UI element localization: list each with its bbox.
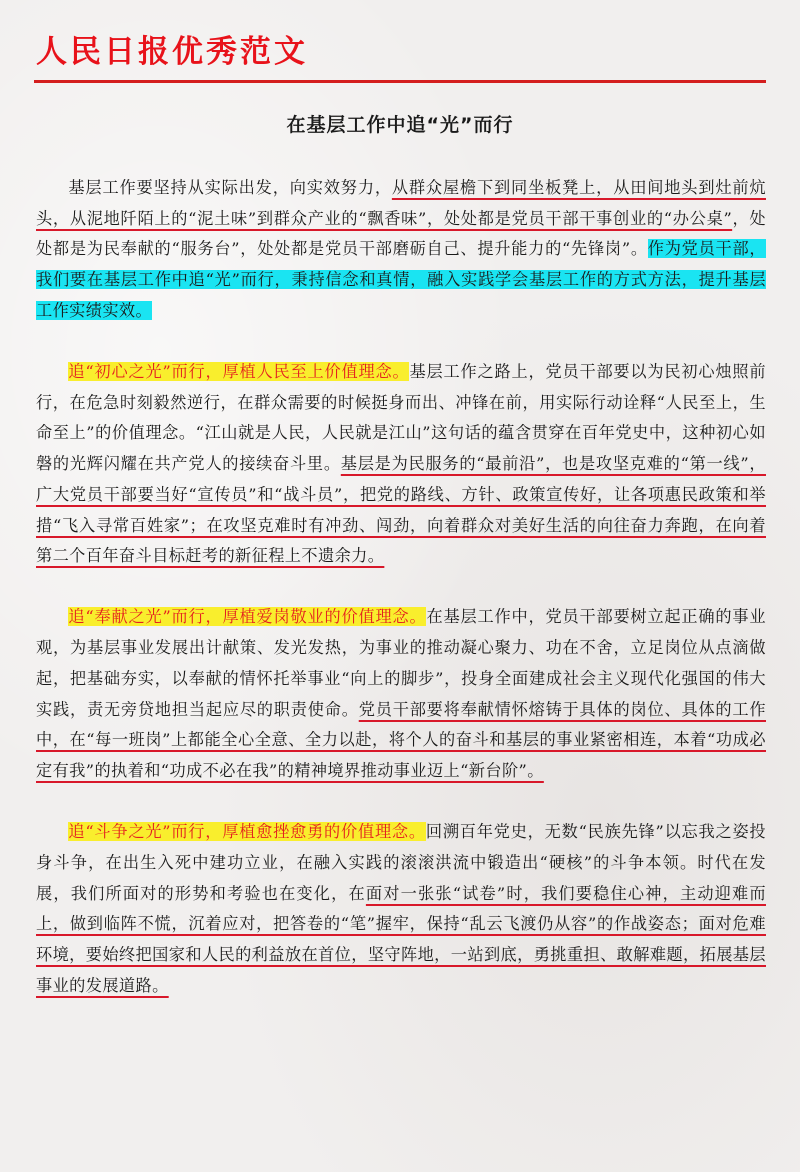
paragraph-dedication [36, 602, 766, 786]
page-header-title: 人民日报优秀范文 [36, 34, 308, 70]
underlined-text: 基层是为民服务的“最前沿”，也是攻坚克难的“第一线”，广大党员干部要当好“宣传员”和“战斗员”，把党的路线、方针、政策宣传好，让各项惠民政策和举措“飞入寻常百姓家”；在攻坚克难时有冲劲、闯劲，向着群众对美好生活的向往奋力奔跑，在向着第二个百年奋斗目标赶考的新征程上不遗余力。 [36, 454, 766, 566]
paragraph-struggle [36, 817, 766, 1001]
underlined-text: 从群众屋檐下到同坐板凳上，从田间地头到灶前炕头，从泥地阡陌上的“泥土味”到群众产业的“飘香味”，处处都是党员干部干事创业的“办公桌” [36, 178, 766, 228]
article-title: 在基层工作中追“光”而行 [286, 114, 514, 136]
section-heading-highlight: 追“初心之光”而行，厚植人民至上价值理念。 [68, 362, 410, 382]
text-segment: 基层工作要坚持从实际出发，向实效努力， [68, 178, 392, 197]
section-heading-highlight: 追“奉献之光”而行，厚植爱岗敬业的价值理念。 [68, 607, 427, 627]
underlined-text: 党员干部要将奉献情怀熔铸于具体的岗位、具体的工作中，在“每一班岗”上都能全心全意、全力以赴，将个人的奋斗和基层的事业紧密相连，本着“功成必定有我”的执着和“功成不必在我”的精神境界推动事业迈上“新台阶”。 [36, 699, 766, 780]
header-divider [34, 80, 766, 83]
text-segment: 回溯百年党史，无数“民族先锋”以忘我之姿投身斗争，在出生入死中建功立业，在融入实践的滚滚洪流中锻造出“硬核”的斗争本领。时代在发展，我们所面对的形势和考验也在变化，在 [36, 822, 766, 903]
text-segment: 基层工作之路上，党员干部要以为民初心烛照前行，在危急时刻毅然逆行，在群众需要的时候挺身而出、冲锋在前，用实际行动诠释“人民至上，生命至上”的价值理念。“江山就是人民，人民就是江山”这句话的蕴含贯穿在百年党史中，这种初心如磐的光辉闪耀在共产党人的接续奋斗里。 [36, 362, 766, 474]
paragraph-intro [36, 173, 766, 327]
text-segment: ，处处都是为民奉献的“服务台”，处处都是党员干部磨砺自己、提升能力的“先锋岗”。 [36, 208, 766, 259]
article-body [36, 173, 766, 1032]
underlined-text: 面对一张张“试卷”时，我们要稳住心神，主动迎难而上，做到临阵不慌，沉着应对，把答卷的“笔”握牢，保持“乱云飞渡仍从容”的作战姿态；面对危难环境，要始终把国家和人民的利益放在首位，坚守阵地，一站到底，勇挑重担、敢解难题，拓展基层事业的发展道路。 [36, 883, 766, 995]
highlighted-thesis: 作为党员干部，我们要在基层工作中追“光”而行，秉持信念和真情，融入实践学会基层工作的方式方法，提升基层工作实绩实效。 [36, 239, 766, 320]
text-segment: 在基层工作中，党员干部要树立起正确的事业观，为基层事业发展出计献策、发光发热，为事业的推动凝心聚力、功在不舍，立足岗位从点滴做起，把基础夯实，以奉献的情怀托举事业“向上的脚步”，投身全面建成社会主义现代化强国的伟大实践，责无旁贷地担当起应尽的职责使命。 [36, 607, 766, 719]
section-heading-highlight: 追“斗争之光”而行，厚植愈挫愈勇的价值理念。 [68, 822, 426, 842]
paragraph-initial-aspiration [36, 357, 766, 572]
